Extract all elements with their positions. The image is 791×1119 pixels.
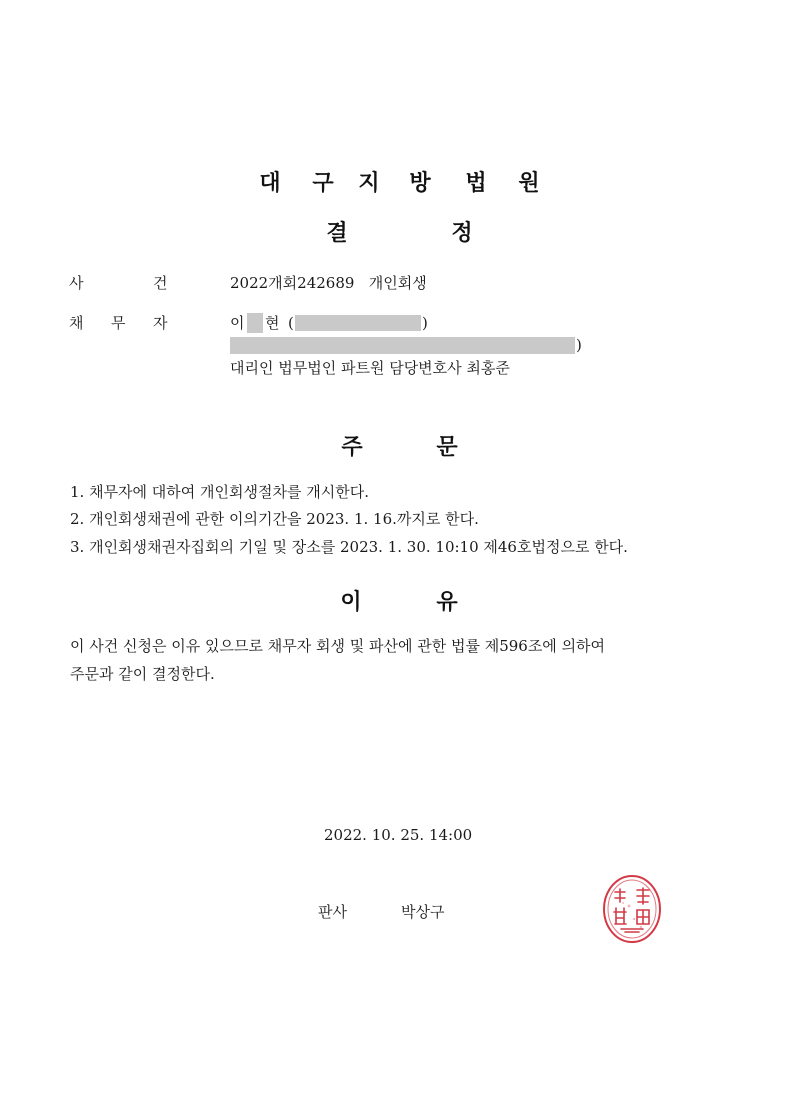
address-paren-close: ) xyxy=(576,336,582,354)
debtor-agent: 대리인 법무법인 파트원 담당변호사 최홍준 xyxy=(230,359,510,377)
reason-heading xyxy=(0,585,791,615)
order-item: 3. 개인회생채권자집회의 기일 및 장소를 2023. 1. 30. 10:10 제46호법정으로 한다. xyxy=(70,538,628,556)
case-number: 2022개회242689 개인회생 xyxy=(230,274,427,292)
order-heading-char: 문 xyxy=(436,435,458,460)
order-item: 1. 채무자에 대하여 개인회생절차를 개시한다. xyxy=(70,483,369,501)
document-type xyxy=(0,216,791,246)
order-item: 2. 개인회생채권에 관한 이의기간을 2023. 1. 16.까지로 한다. xyxy=(70,510,479,528)
redaction-id-number xyxy=(295,315,421,331)
court-name-char: 구 xyxy=(312,171,334,196)
redaction-address xyxy=(230,337,575,354)
decision-date: 2022. 10. 25. 14:00 xyxy=(324,826,473,844)
judge-title: 판사 xyxy=(318,903,347,921)
court-name xyxy=(0,166,791,196)
reason-text-line: 이 사건 신청은 이유 있으므로 채무자 회생 및 파산에 관한 법률 제596조에 의하여 xyxy=(70,637,606,655)
redaction-name xyxy=(247,313,263,333)
judge-name: 박상구 xyxy=(401,903,445,921)
reason-heading-char: 유 xyxy=(436,590,458,615)
court-name-char: 법 xyxy=(465,171,487,196)
court-name-char: 방 xyxy=(409,171,431,196)
court-name-char: 대 xyxy=(259,171,281,196)
case-label-char: 사 xyxy=(69,274,84,292)
debtor-name-first: 이 xyxy=(230,314,245,332)
document-type-char: 정 xyxy=(451,221,473,246)
case-label-char: 건 xyxy=(153,274,168,292)
document-type-char: 결 xyxy=(326,221,348,246)
debtor-label-char: 무 xyxy=(111,314,126,332)
reason-text-line: 주문과 같이 결정한다. xyxy=(70,665,215,683)
order-heading-char: 주 xyxy=(341,435,363,460)
debtor-name-last: 현 xyxy=(265,314,280,332)
paren-open: ( xyxy=(288,314,294,332)
court-name-char: 지 xyxy=(358,171,380,196)
order-heading xyxy=(0,430,791,460)
judge-seal-icon xyxy=(601,872,663,946)
court-name-char: 원 xyxy=(518,171,540,196)
paren-close: ) xyxy=(422,314,428,332)
reason-heading-char: 이 xyxy=(340,590,362,615)
debtor-label-char: 채 xyxy=(69,314,84,332)
debtor-label-char: 자 xyxy=(153,314,168,332)
